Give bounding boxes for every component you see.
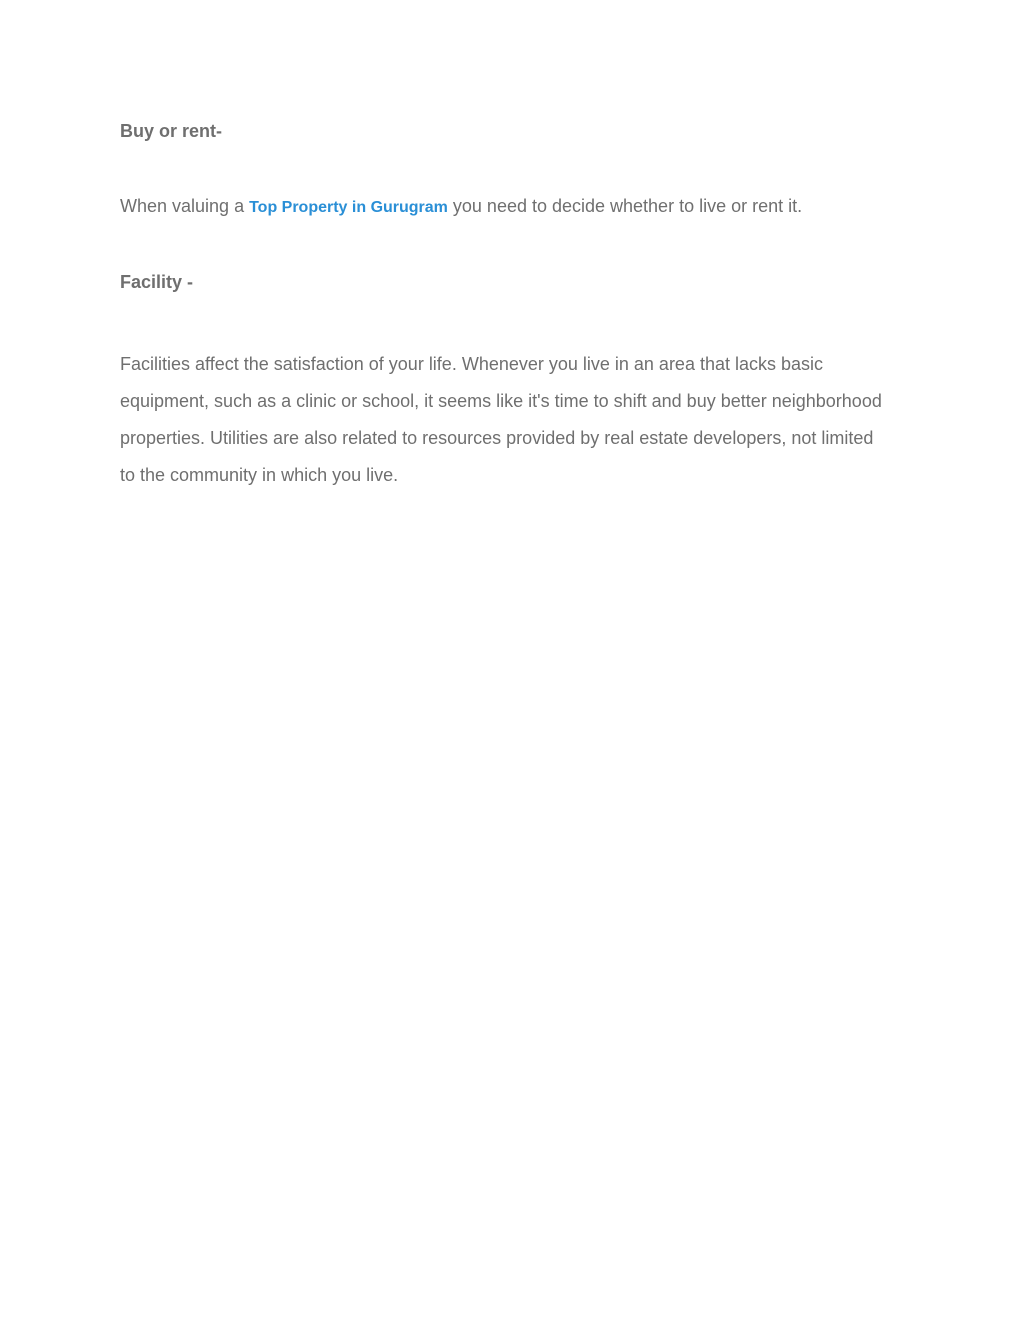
paragraph-buy-or-rent	[120, 196, 802, 217]
paragraph-facility: Facilities affect the satisfaction of your life. Whenever you live in an area that lacks basic equipment, such as a clinic or school, it seems like it's time to shift and buy better neighborhood properties. Utilities are also related to resources provided by real estate developers, not limited to the community in which you live.	[120, 354, 882, 485]
heading-buy-or-rent: Buy or rent-	[120, 121, 223, 141]
paragraph-text-before-link: When valuing a	[120, 196, 250, 216]
top-property-link[interactable]: Top Property in Gurugram	[249, 199, 448, 216]
paragraph-text-after-link: you need to decide whether to live or rent it.	[447, 196, 803, 216]
heading-facility: Facility -	[120, 272, 194, 292]
